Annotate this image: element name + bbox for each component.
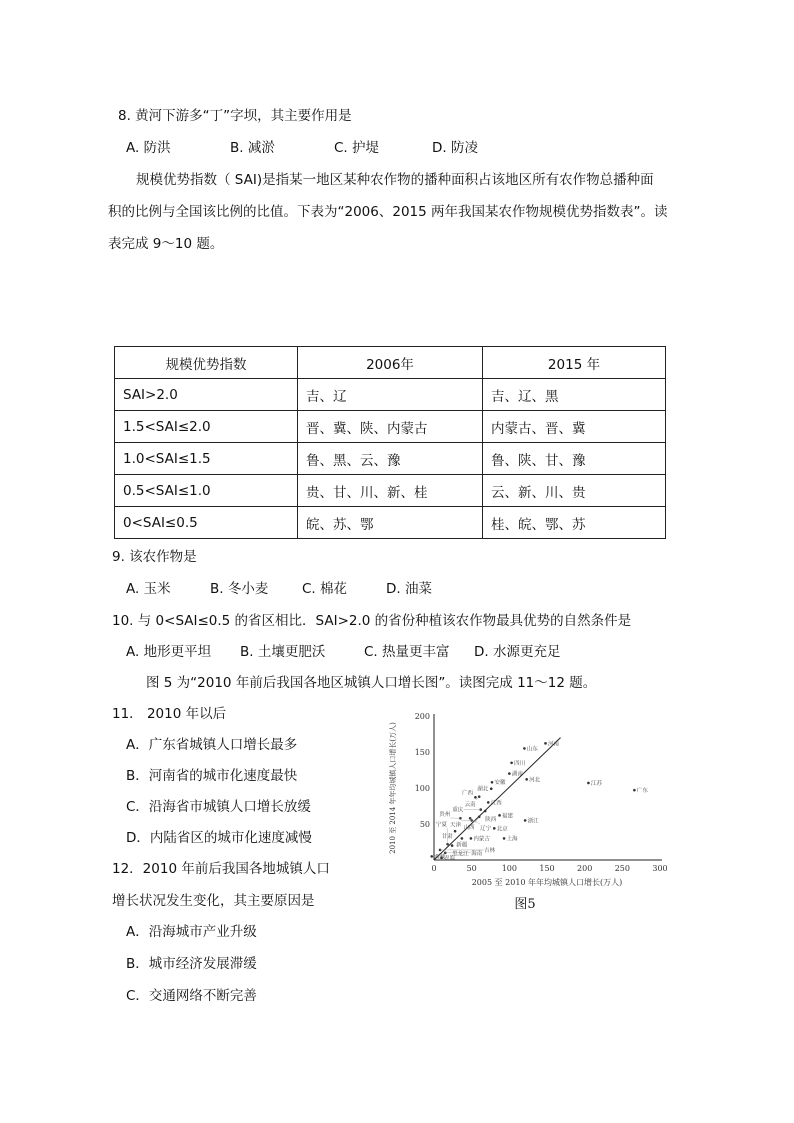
q12-stem-2: 增长状况发生变化，其主要原因是: [112, 893, 315, 909]
intro-line-3: 表完成 9～10 题。: [108, 236, 224, 252]
q10-option-c: C. 热量更丰富: [364, 644, 450, 660]
point-label: 甘肃: [441, 833, 453, 840]
x-tick-label: 100: [501, 864, 517, 873]
data-point: [525, 778, 528, 781]
table-cell: 吉、辽: [298, 379, 483, 411]
point-label: 河北: [529, 777, 541, 784]
point-label: 天津: [450, 822, 462, 829]
point-label: 海南: [471, 850, 483, 857]
point-label: 浙江: [527, 818, 539, 825]
q8-option-d: D. 防凌: [432, 140, 478, 156]
data-point: [470, 837, 473, 840]
x-tick-label: 50: [466, 864, 477, 873]
q12-option-b: B．城市经济发展滞缓: [126, 956, 257, 972]
sai-table: [114, 346, 666, 539]
q10-option-d: D. 水源更充足: [474, 644, 561, 660]
y-tick-label: 100: [414, 784, 430, 793]
data-point: [510, 762, 513, 765]
point-label: 湖北: [477, 786, 489, 793]
data-point: [633, 789, 636, 792]
q11-option-c: C．沿海省市城镇人口增长放缓: [126, 799, 311, 815]
point-label: 云南: [464, 802, 476, 809]
point-label: 内蒙古: [473, 836, 490, 843]
q9-option-a: A. 玉米: [126, 581, 171, 597]
q11-option-a: A．广东省城镇人口增长最多: [126, 737, 298, 753]
q11-stem: 11． 2010 年以后: [112, 706, 227, 722]
q11-option-d: D．内陆省区的城市化速度减慢: [126, 830, 312, 846]
y-tick-label: 50: [419, 820, 430, 829]
data-point: [484, 810, 487, 813]
q8-option-c: C. 护堤: [334, 140, 380, 156]
point-label: 山东: [526, 746, 538, 753]
y-axis-label: 2010 至 2014 年年均城镇人口增长(万人): [389, 722, 397, 854]
point-label: 重庆: [452, 807, 464, 814]
urban-population-scatter: [385, 700, 685, 915]
data-point: [491, 781, 494, 784]
point-label: 西藏: [434, 854, 446, 861]
point-label: 河南: [547, 741, 560, 748]
table-cell: 鲁、黑、云、豫: [298, 443, 483, 475]
intro-line-2: 积的比例与全国该比例的比值。下表为“2006、2015 两年我国某农作物规模优势指数表”。读: [108, 204, 668, 220]
point-label: 青海: [444, 855, 456, 862]
intro-line-1: 规模优势指数（ SAI)是指某一地区某种农作物的播种面积占该地区所有农作物总播种面: [136, 172, 654, 188]
data-point: [493, 827, 496, 830]
table-cell: 内蒙古、晋、冀: [483, 411, 666, 443]
q10-option-a: A. 地形更平坦: [126, 644, 212, 660]
q12-option-a: A．沿海城市产业升级: [126, 924, 257, 940]
table-cell: SAI>2.0: [115, 379, 298, 411]
x-tick-label: 200: [577, 864, 593, 873]
q9-option-d: D. 油菜: [386, 581, 432, 597]
figure-caption: 图5: [514, 897, 536, 912]
x-tick-label: 0: [431, 864, 437, 873]
data-point: [524, 819, 527, 822]
point-label: 辽宁: [480, 826, 492, 833]
table-cell: 0<SAI≤0.5: [115, 507, 298, 539]
q9-option-c: C. 棉花: [302, 581, 348, 597]
table-header: 2015 年: [483, 347, 666, 379]
data-point: [451, 844, 454, 847]
table-cell: 0.5<SAI≤1.0: [115, 475, 298, 507]
point-label: 广东: [636, 788, 648, 795]
q10-option-b: B. 土壤更肥沃: [240, 644, 326, 660]
point-label: 陕西: [485, 817, 497, 824]
point-label: 安徽: [494, 780, 506, 787]
data-point: [508, 772, 511, 775]
y-tick-label: 200: [414, 712, 430, 721]
point-label: 吉林: [484, 847, 496, 854]
point-label: 北京: [496, 826, 508, 833]
data-point: [587, 782, 590, 785]
point-label: 宁夏: [436, 822, 448, 829]
point-label: 贵州: [439, 812, 451, 819]
table-row: [115, 379, 666, 411]
q12-option-c: C．交通网络不断完善: [126, 988, 257, 1004]
table-row: [115, 507, 666, 539]
data-point: [544, 742, 547, 745]
point-label: 湖南: [511, 771, 523, 778]
table-header: 规模优势指数: [115, 347, 298, 379]
q8-stem: 8. 黄河下游多“丁”字坝，其主要作用是: [118, 108, 352, 124]
x-tick-label: 300: [652, 864, 668, 873]
x-tick-label: 250: [614, 864, 630, 873]
data-point: [430, 855, 433, 858]
point-label: 江苏: [590, 780, 602, 787]
data-point: [454, 830, 457, 833]
data-point: [487, 801, 490, 804]
table-cell: 皖、苏、鄂: [298, 507, 483, 539]
table-row: [115, 411, 666, 443]
q12-stem-1: 12．2010 年前后我国各地城镇人口: [112, 861, 330, 877]
table-row: [115, 443, 666, 475]
intro-figure5: 图 5 为“2010 年前后我国各地区城镇人口增长图”。读图完成 11～12 题。: [146, 675, 597, 691]
data-point: [474, 796, 477, 799]
table-cell: 吉、辽、黑: [483, 379, 666, 411]
x-axis-label: 2005 至 2010 年年均城镇人口增长(万人): [471, 878, 623, 887]
point-label: 福建: [502, 813, 514, 820]
q10-stem: 10. 与 0<SAI≤0.5 的省区相比．SAI>2.0 的省份种植该农作物最具优势的自然条件是: [112, 613, 632, 629]
y-tick-label: 150: [414, 748, 430, 757]
table-cell: 鲁、陕、甘、豫: [483, 443, 666, 475]
data-point: [498, 814, 501, 817]
q11-option-b: B．河南省的城市化速度最快: [126, 768, 298, 784]
point-label: 山西: [463, 824, 475, 831]
q9-option-b: B. 冬小麦: [210, 581, 269, 597]
table-row: [115, 475, 666, 507]
point-label: 上海: [506, 836, 518, 843]
table-header-row: [115, 347, 666, 379]
table-cell: 桂、皖、鄂、苏: [483, 507, 666, 539]
x-tick-label: 150: [539, 864, 555, 873]
table-header: 2006年: [298, 347, 483, 379]
table-cell: 1.5<SAI≤2.0: [115, 411, 298, 443]
data-point: [503, 837, 506, 840]
point-label: 广西: [462, 790, 474, 797]
table-cell: 1.0<SAI≤1.5: [115, 443, 298, 475]
data-point: [478, 816, 481, 819]
data-point: [490, 787, 493, 790]
table-cell: 云、新、川、贵: [483, 475, 666, 507]
reference-line: [434, 738, 561, 860]
data-point: [461, 837, 464, 840]
q8-option-b: B. 减淤: [230, 140, 275, 156]
q9-stem: 9. 该农作物是: [112, 549, 197, 565]
data-point: [469, 817, 472, 820]
point-label: 江西: [490, 800, 502, 807]
table-cell: 晋、冀、陕、内蒙古: [298, 411, 483, 443]
table-cell: 贵、甘、川、新、桂: [298, 475, 483, 507]
point-label: 黑龙江: [452, 851, 469, 858]
q8-option-a: A. 防洪: [126, 140, 171, 156]
data-point: [523, 747, 526, 750]
point-label: 四川: [514, 760, 526, 767]
point-label: 新疆: [456, 842, 468, 849]
